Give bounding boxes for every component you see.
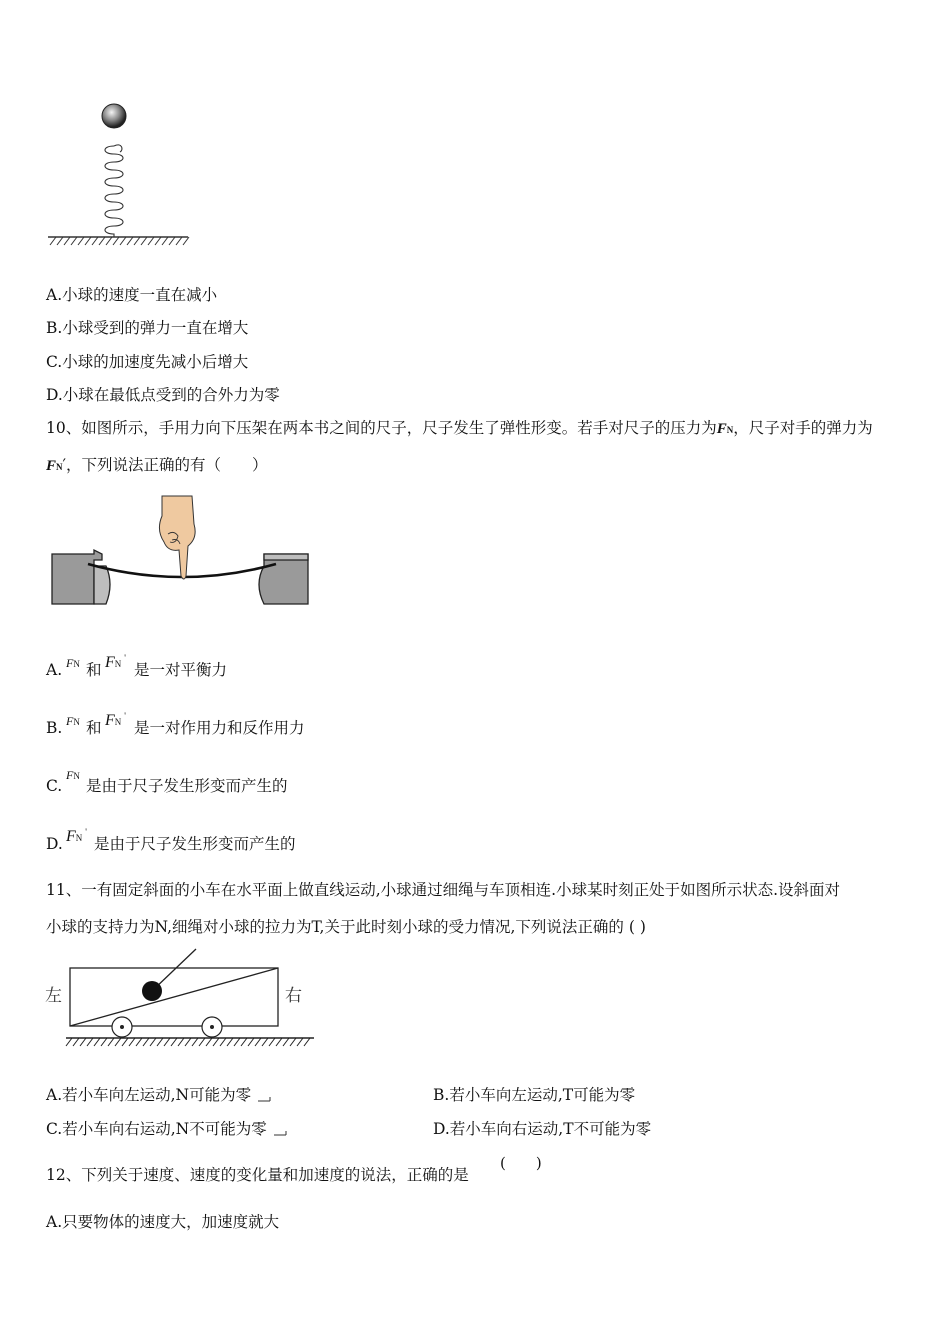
wheel-right (202, 1017, 222, 1037)
small-mark (256, 1090, 272, 1104)
q10-option-a-fn (66, 652, 80, 674)
hand (159, 496, 195, 579)
q9-option-a: A.小球的速度一直在减小 (46, 286, 218, 304)
q10-option-d-label: D. (46, 835, 63, 853)
q10-stem-fn-sub: N (726, 425, 734, 435)
q10-option-a-label: A. (46, 661, 63, 679)
ball (102, 104, 126, 128)
fn-sub: N (114, 659, 122, 669)
q10-option-b-label: B. (46, 719, 63, 737)
ball (142, 981, 162, 1001)
q12-stem: 12、下列关于速度、速度的变化量和加速度的说法，正确的是 (46, 1166, 469, 1184)
label-right: 右 (285, 986, 302, 1005)
q10-option-a-text: 是一对平衡力 (134, 661, 228, 679)
q9-option-b: B.小球受到的弹力一直在增大 (46, 319, 249, 337)
q10-option-d-fnprime (66, 822, 87, 848)
q11-option-b: B.若小车向左运动,T可能为零 (433, 1086, 636, 1104)
q9-option-c: C.小球的加速度先减小后增大 (46, 353, 249, 371)
label-left: 左 (45, 986, 62, 1005)
fn-symbol: F (66, 828, 76, 845)
fn-sub: N (75, 833, 83, 843)
left-book (52, 550, 110, 604)
q11-option-d: D.若小车向右运动,T不可能为零 (433, 1120, 652, 1138)
q10-option-b-fn (66, 710, 80, 732)
cart-incline-figure (40, 948, 322, 1052)
q10-stem-text1: 10、如图所示，手用力向下压架在两本书之间的尺子，尺子发生了弹性形变。若手对尺子的压力为 (46, 419, 717, 437)
q10-stem-line2 (46, 455, 268, 477)
ball-spring-figure (44, 96, 194, 256)
spring (105, 145, 123, 237)
q11-stem-line2: 小球的支持力为N,细绳对小球的拉力为T,关于此时刻小球的受力情况,下列说法正确的 ( ) (46, 918, 646, 936)
q10-option-a-and: 和 (86, 661, 102, 679)
fn-symbol: F (66, 768, 74, 782)
fn-symbol: F (66, 714, 74, 728)
q10-stem-text2: ，尺子对手的弹力为 (733, 419, 873, 437)
small-mark (272, 1124, 288, 1138)
q10-stem-fn2-sub: N (56, 462, 63, 472)
prime-mark: ' (85, 827, 87, 837)
q10-stem-line1 (46, 418, 873, 440)
ground-hatch (50, 237, 189, 245)
fn-symbol: F (105, 654, 115, 671)
wheel-left (112, 1017, 132, 1037)
right-book (259, 554, 308, 604)
fn-sub: N (73, 717, 80, 727)
q11-stem-line1: 11、一有固定斜面的小车在水平面上做直线运动,小球通过细绳与车顶相连.小球某时刻正处于如图所示状态.设斜面对 (46, 881, 841, 899)
q10-option-d-text: 是由于尺子发生形变而产生的 (94, 835, 296, 853)
q10-option-c-label: C. (46, 777, 63, 795)
q10-option-c-fn (66, 764, 80, 786)
q11-option-c (46, 1119, 288, 1139)
hand-ruler-figure (50, 494, 312, 610)
q10-option-c-text: 是由于尺子发生形变而产生的 (86, 777, 288, 795)
q10-stem-text3: ′，下列说法正确的有（ ） (62, 456, 268, 474)
q10-option-b-fnprime (105, 706, 126, 732)
prime-mark: ' (124, 653, 126, 663)
q10-stem-fn2-symbol: F (46, 458, 57, 474)
fn-symbol: F (105, 712, 115, 729)
q11-option-a-text: A.若小车向左运动,N可能为零 (46, 1086, 252, 1104)
q11-option-c-text: C.若小车向右运动,N不可能为零 (46, 1120, 267, 1138)
q9-option-d: D.小球在最低点受到的合外力为零 (46, 386, 280, 404)
prime-mark: ' (124, 711, 126, 721)
q10-stem-fn-symbol: F (716, 421, 727, 437)
fn-sub: N (73, 771, 80, 781)
q10-option-b-text: 是一对作用力和反作用力 (134, 719, 305, 737)
incline (70, 968, 278, 1026)
q11-option-a (46, 1085, 272, 1105)
q10-option-a-fnprime (105, 648, 126, 674)
fn-sub: N (73, 659, 80, 669)
q12-answer-paren: ( ) (500, 1154, 542, 1172)
ground-hatch (66, 1038, 310, 1046)
fn-sub: N (114, 717, 122, 727)
q12-option-a: A.只要物体的速度大，加速度就大 (46, 1213, 280, 1231)
fn-symbol: F (66, 656, 74, 670)
q10-option-b-and: 和 (86, 719, 102, 737)
